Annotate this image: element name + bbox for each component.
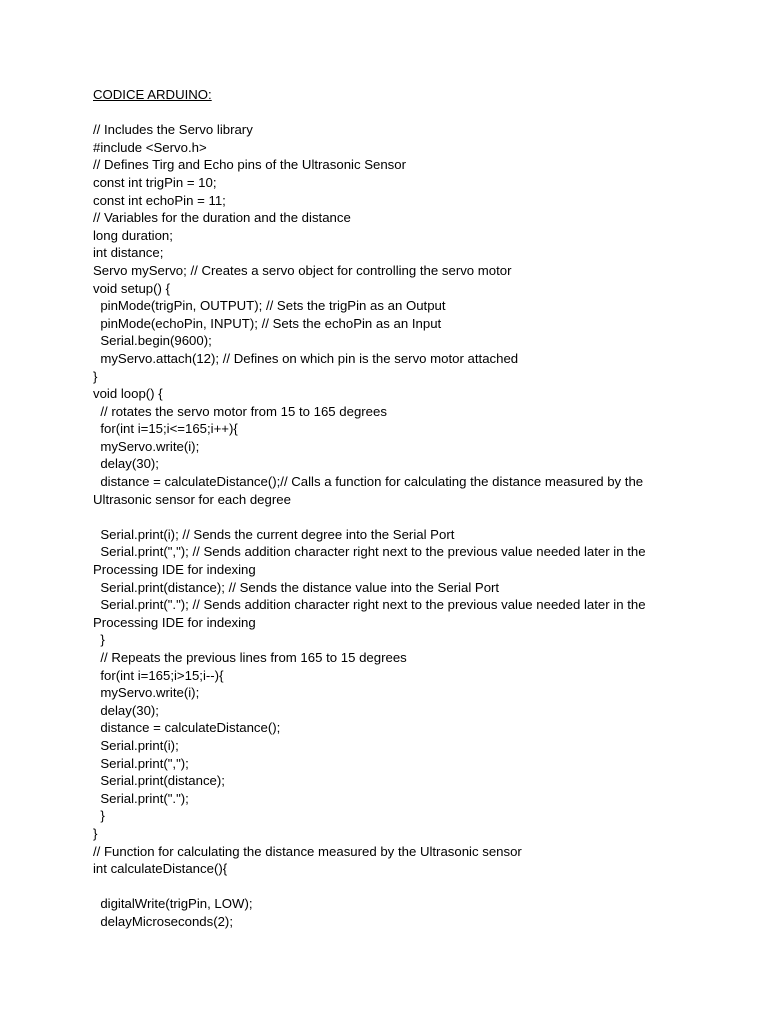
code-line: myServo.attach(12); // Defines on which pin is the servo motor attached: [93, 350, 519, 366]
code-line: #include <Servo.h>: [93, 139, 207, 155]
code-line: }: [93, 808, 105, 824]
code-line: long duration;: [93, 227, 173, 243]
code-line: delayMicroseconds(2);: [93, 913, 233, 929]
code-line: delay(30);: [93, 702, 159, 718]
code-line: }: [93, 825, 98, 841]
code-line: [93, 508, 668, 526]
code-line: void setup() {: [93, 280, 170, 296]
code-line: Serial.print(".");: [93, 790, 189, 806]
code-line: Serial.print("."); // Sends addition character right next to the previous value needed later in the Processing IDE for indexing: [93, 597, 650, 630]
code-line: myServo.write(i);: [93, 438, 200, 454]
code-line: Serial.print(i); // Sends the current degree into the Serial Port: [93, 526, 455, 542]
code-line: const int echoPin = 11;: [93, 192, 226, 208]
code-line: pinMode(trigPin, OUTPUT); // Sets the trigPin as an Output: [93, 298, 446, 314]
code-line: // rotates the servo motor from 15 to 165 degrees: [93, 403, 387, 419]
code-lines: [93, 104, 668, 931]
document-title: CODICE ARDUINO:: [93, 87, 212, 102]
code-line: [93, 878, 668, 896]
code-line: distance = calculateDistance();// Calls a function for calculating the distance measured by the Ultrasonic sensor for each degree: [93, 474, 647, 507]
code-line: }: [93, 368, 98, 384]
code-line: // Defines Tirg and Echo pins of the Ultrasonic Sensor: [93, 157, 406, 173]
code-line: const int trigPin = 10;: [93, 174, 217, 190]
code-line: Serial.print(","); // Sends addition character right next to the previous value needed later in the Processing IDE for indexing: [93, 544, 650, 578]
code-line: distance = calculateDistance();: [93, 720, 281, 736]
code-line: // Repeats the previous lines from 165 to 15 degrees: [93, 650, 407, 665]
code-line: for(int i=165;i>15;i--){: [93, 667, 224, 683]
code-line: // Function for calculating the distance measured by the Ultrasonic sensor: [93, 843, 522, 859]
code-line: for(int i=15;i<=165;i++){: [93, 421, 238, 437]
code-line: int calculateDistance(){: [93, 861, 228, 877]
code-line: Serial.begin(9600);: [93, 333, 212, 349]
code-line: Servo myServo; // Creates a servo object for controlling the servo motor: [93, 262, 512, 278]
code-line: [93, 104, 668, 122]
code-line: digitalWrite(trigPin, LOW);: [93, 896, 253, 912]
code-line: delay(30);: [93, 456, 159, 472]
code-line: // Includes the Servo library: [93, 122, 253, 138]
code-listing: [93, 86, 668, 931]
code-line: int distance;: [93, 245, 164, 261]
code-line: Serial.print(",");: [93, 755, 189, 771]
code-line: Serial.print(i);: [93, 737, 179, 753]
code-line: myServo.write(i);: [93, 685, 200, 701]
code-line: Serial.print(distance); // Sends the distance value into the Serial Port: [93, 579, 500, 595]
code-line: // Variables for the duration and the distance: [93, 210, 351, 226]
code-line: }: [93, 632, 105, 648]
code-line: pinMode(echoPin, INPUT); // Sets the echoPin as an Input: [93, 315, 442, 331]
code-line: Serial.print(distance);: [93, 773, 225, 789]
code-line: void loop() {: [93, 386, 163, 402]
